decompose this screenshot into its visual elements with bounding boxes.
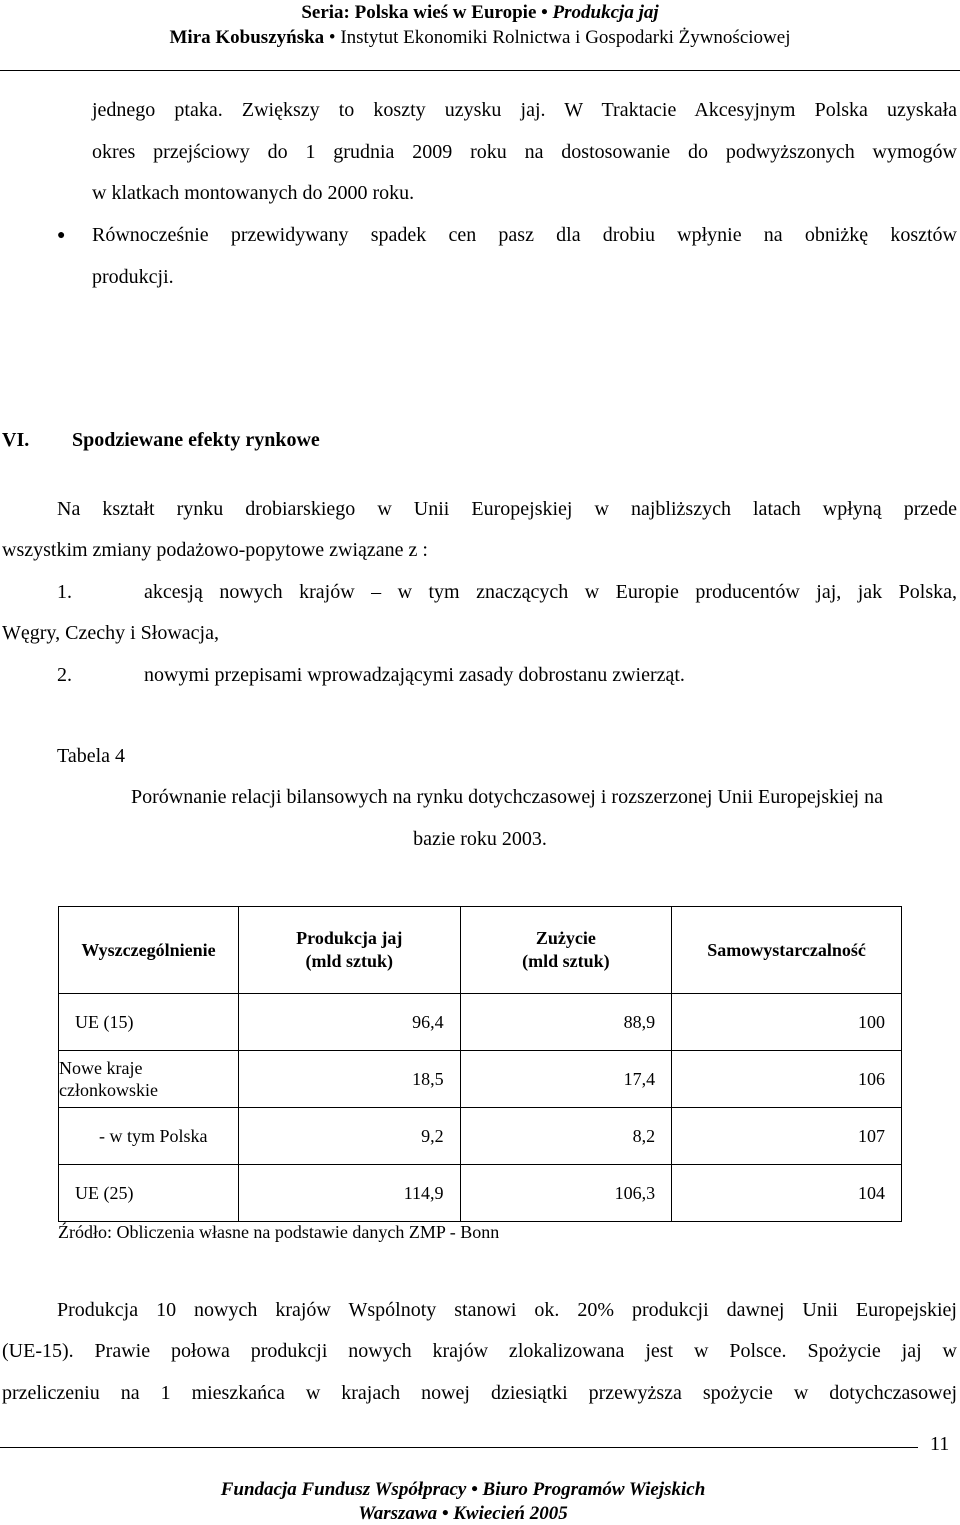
running-header-series bbox=[0, 2, 960, 24]
section-title: Spodziewane efekty rynkowe bbox=[72, 429, 320, 451]
self-sufficiency-cell: 104 bbox=[672, 1165, 902, 1222]
closing-line-1: Produkcja 10 nowych krajów Wspólnoty stanowi ok. 20% produkcji dawnej Unii Europejskiej bbox=[57, 1299, 957, 1321]
intro-line-1: jednego ptaka. Zwiększy to koszty uzysku jaj. W Traktacie Akcesyjnym Polska uzyskała bbox=[92, 99, 957, 121]
closing-line-2: (UE-15). Prawie połowa produkcji nowych krajów zlokalizowana jest w Polsce. Spożycie jaj w bbox=[2, 1340, 957, 1362]
table-label: Tabela 4 bbox=[57, 745, 126, 767]
bullet-separator: • bbox=[541, 2, 553, 23]
row-label-line-2: członkowskie bbox=[59, 1080, 158, 1100]
row-label: - w tym Polska bbox=[59, 1108, 239, 1165]
table-header-row bbox=[59, 907, 902, 994]
series-title: Produkcja jaj bbox=[552, 2, 659, 23]
header-divider bbox=[0, 70, 960, 71]
production-cell: 96,4 bbox=[238, 994, 460, 1051]
self-sufficiency-cell: 107 bbox=[672, 1108, 902, 1165]
institute-name: Instytut Ekonomiki Rolnictwa i Gospodarki Żywnościowej bbox=[340, 27, 791, 48]
header-production bbox=[238, 907, 460, 994]
self-sufficiency-cell: 106 bbox=[672, 1051, 902, 1108]
list-item-2-number: 2. bbox=[57, 664, 72, 686]
table-row bbox=[59, 1108, 902, 1165]
closing-line-3: przeliczeniu na 1 mieszkańca w krajach nowej dziesiątki przewyższa spożycie w dotychczasowej bbox=[2, 1382, 957, 1404]
list-item-1-line-1: akcesją nowych krajów – w tym znaczących w Europie producentów jaj, jak Polska, bbox=[144, 581, 957, 603]
row-label bbox=[59, 1051, 239, 1108]
list-item-1-number: 1. bbox=[57, 581, 72, 603]
table-row bbox=[59, 994, 902, 1051]
footer-organization: Fundacja Fundusz Współpracy • Biuro Programów Wiejskich bbox=[220, 1479, 706, 1500]
self-sufficiency-cell: 100 bbox=[672, 994, 902, 1051]
header-production-unit: (mld sztuk) bbox=[305, 951, 394, 971]
author-name: Mira Kobuszyńska bbox=[169, 27, 325, 48]
list-item-2-line-1: nowymi przepisami wprowadzającymi zasady dobrostanu zwierząt. bbox=[144, 664, 685, 686]
table-caption-line-1: Porównanie relacji bilansowych na rynku dotychczasowej i rozszerzonej Unii Europejskiej na bbox=[131, 786, 883, 808]
series-label: Seria: Polska wieś w Europie bbox=[301, 2, 537, 23]
table-source-note: Źródło: Obliczenia własne na podstawie danych ZMP - Bonn bbox=[58, 1222, 500, 1242]
section-paragraph-line-1: Na kształt rynku drobiarskiego w Unii Europejskiej w najbliższych latach wpłyną przede bbox=[57, 498, 957, 520]
bullet-icon: ● bbox=[57, 228, 66, 243]
row-label-line-1: Nowe kraje bbox=[59, 1058, 143, 1078]
consumption-cell: 17,4 bbox=[460, 1051, 672, 1108]
table-row bbox=[59, 1165, 902, 1222]
production-cell: 114,9 bbox=[238, 1165, 460, 1222]
production-cell: 18,5 bbox=[238, 1051, 460, 1108]
header-consumption-label: Zużycie bbox=[535, 928, 596, 948]
header-production-label: Produkcja jaj bbox=[296, 928, 403, 948]
list-item-1-line-2: Węgry, Czechy i Słowacja, bbox=[2, 622, 219, 644]
running-header-author bbox=[0, 27, 960, 49]
header-item: Wyszczególnienie bbox=[59, 907, 239, 994]
consumption-cell: 88,9 bbox=[460, 994, 672, 1051]
consumption-cell: 106,3 bbox=[460, 1165, 672, 1222]
section-number: VI. bbox=[2, 429, 30, 451]
footer-place-date: Warszawa • Kwiecień 2005 bbox=[358, 1503, 568, 1524]
footer-divider bbox=[0, 1447, 918, 1448]
row-label: UE (15) bbox=[59, 994, 239, 1051]
bullet-line-1: Równocześnie przewidywany spadek cen pasz dla drobiu wpłynie na obniżkę kosztów bbox=[92, 224, 957, 246]
bullet-line-2: produkcji. bbox=[92, 266, 174, 288]
page-number: 11 bbox=[930, 1433, 950, 1455]
bullet-separator: • bbox=[328, 27, 341, 48]
consumption-cell: 8,2 bbox=[460, 1108, 672, 1165]
header-consumption-unit: (mld sztuk) bbox=[522, 951, 610, 971]
comparison-table bbox=[58, 906, 902, 1222]
table-row bbox=[59, 1051, 902, 1108]
intro-line-3: w klatkach montowanych do 2000 roku. bbox=[92, 182, 415, 204]
header-self-sufficiency: Samowystarczalność bbox=[672, 907, 902, 994]
production-cell: 9,2 bbox=[238, 1108, 460, 1165]
section-paragraph-line-2: wszystkim zmiany podażowo-popytowe związane z : bbox=[2, 539, 428, 561]
table-caption-line-2: bazie roku 2003. bbox=[413, 828, 547, 850]
intro-line-2: okres przejściowy do 1 grudnia 2009 roku na dostosowanie do podwyższonych wymogów bbox=[92, 141, 957, 163]
header-consumption bbox=[460, 907, 672, 994]
row-label: UE (25) bbox=[59, 1165, 239, 1222]
